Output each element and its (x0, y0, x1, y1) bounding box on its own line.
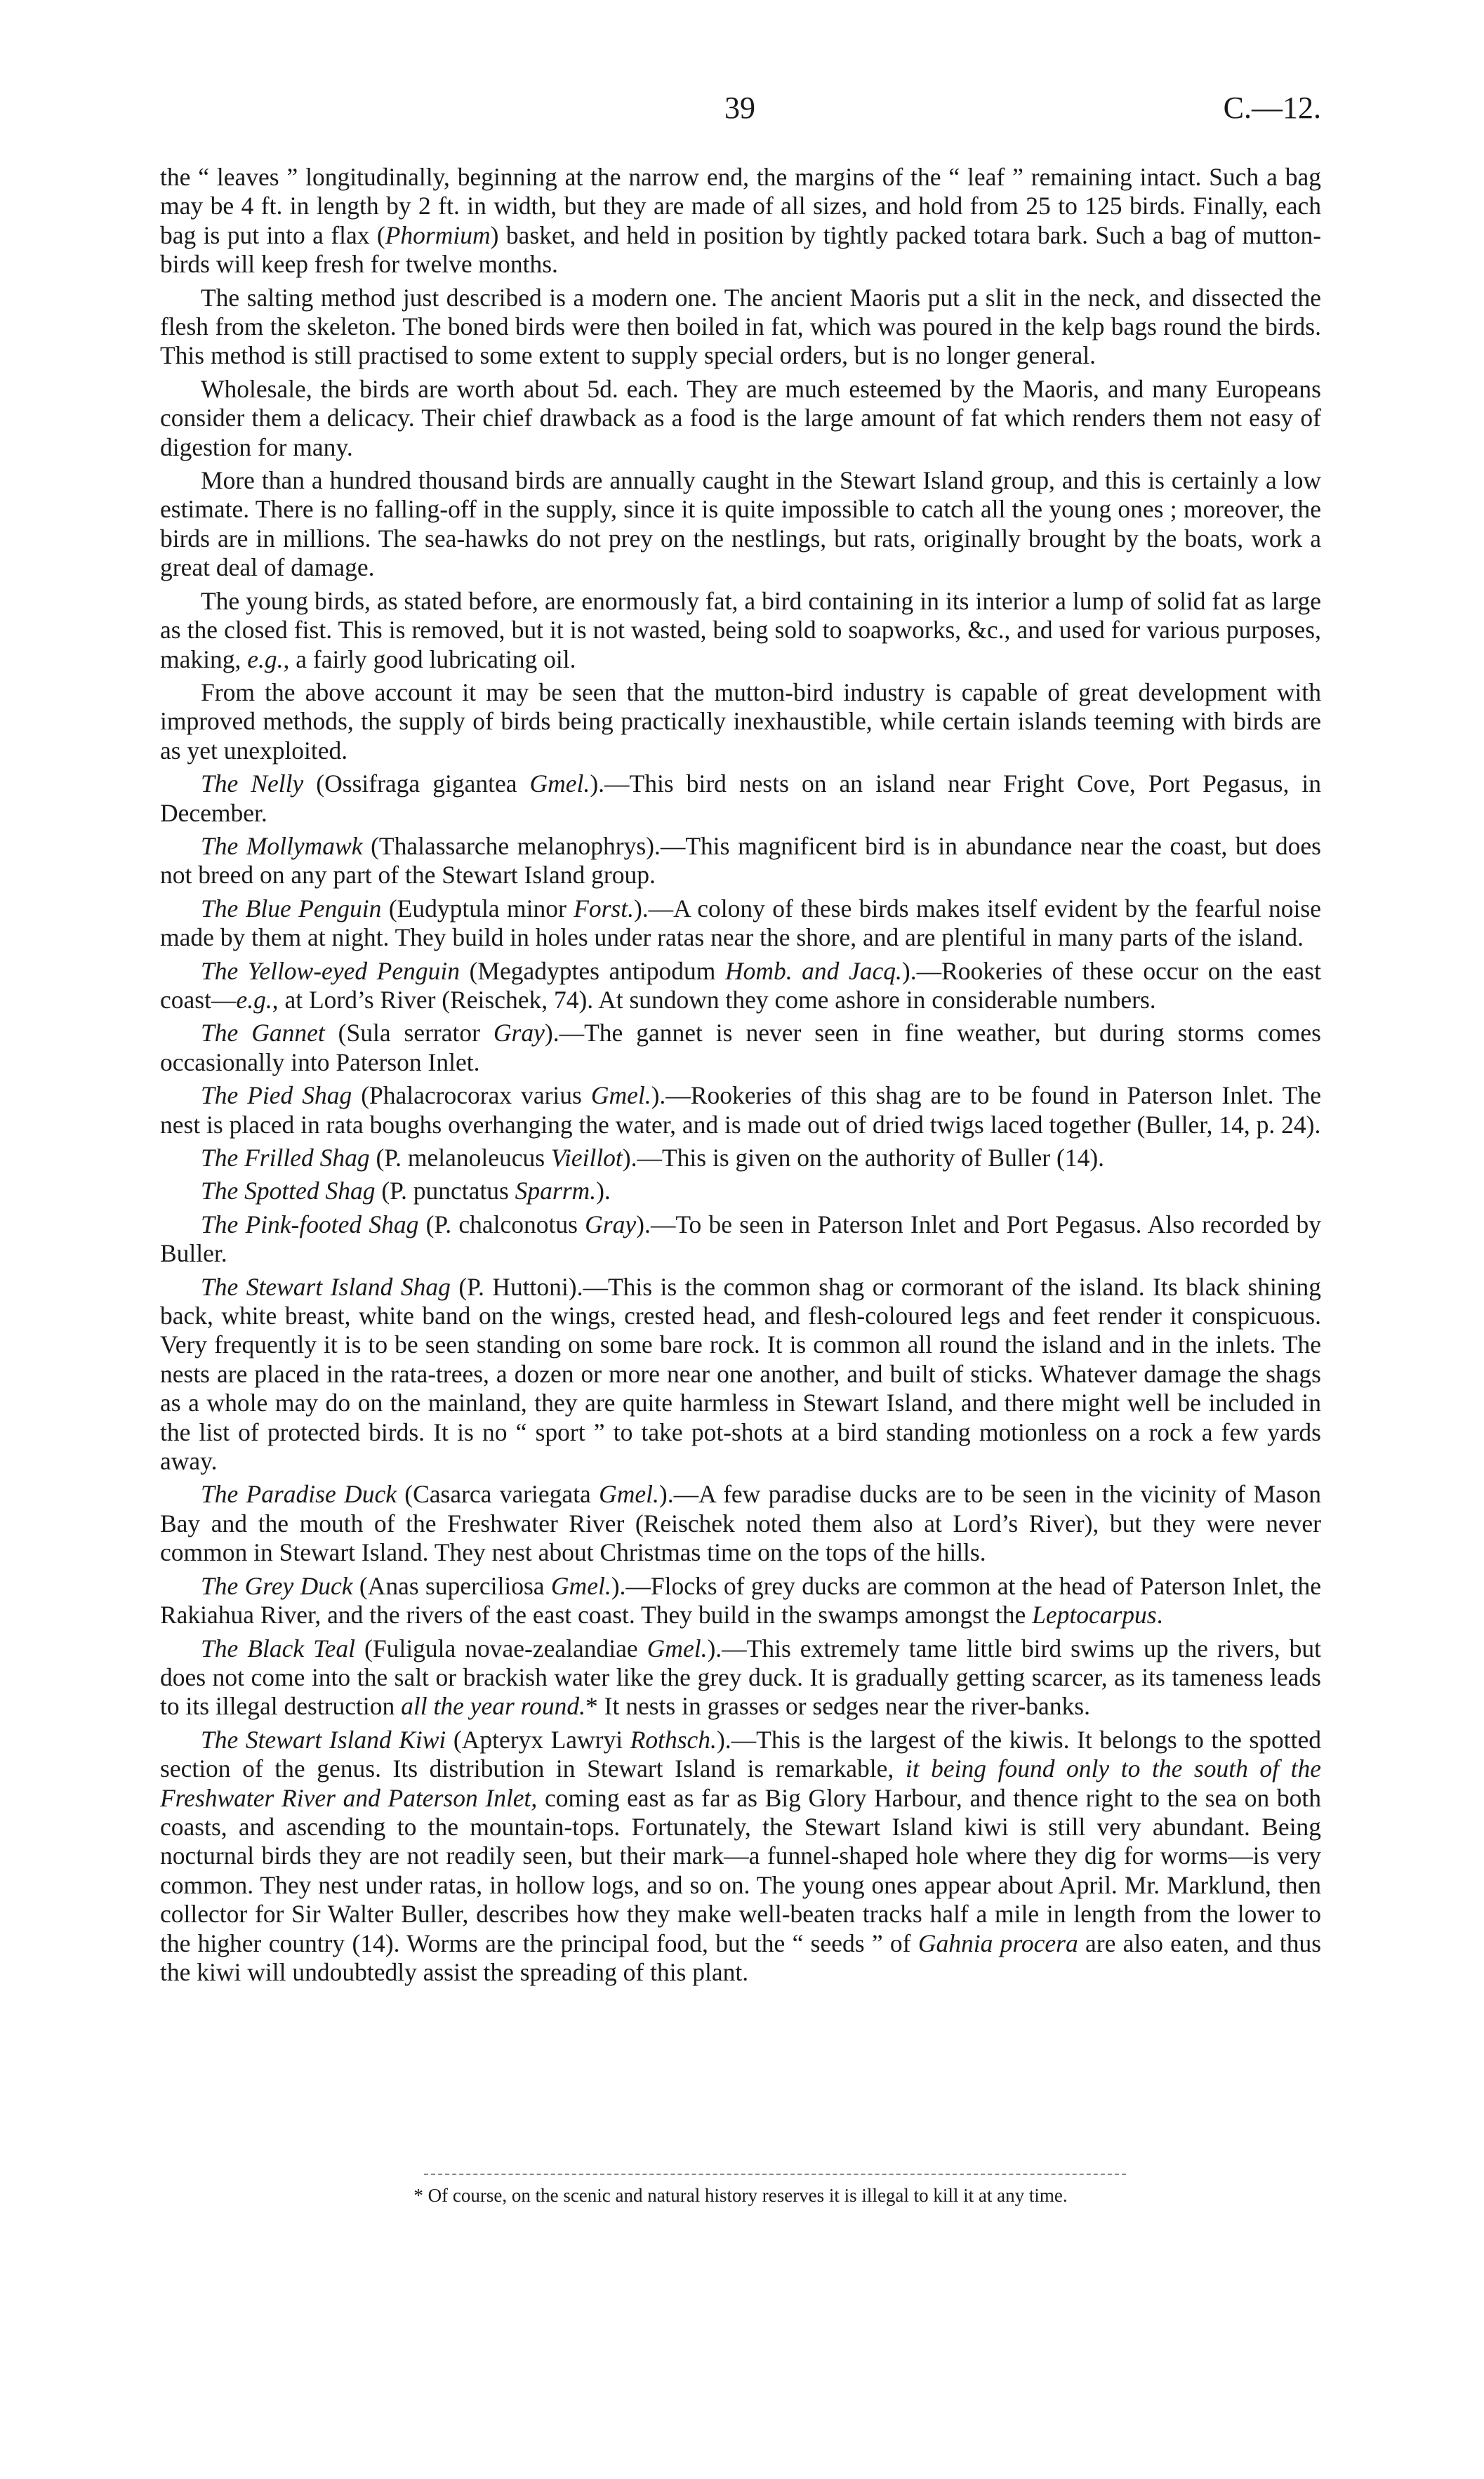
document-reference: C.—12. (1223, 91, 1321, 125)
text-run: More than a hundred thousand birds are annually caught in the Stewart Island group, and this is certainly a low estimate. There is no falling-off in the supply, since it is quite impossible to catch all the young ones ; moreover, the birds are in millions. The sea-hawks do not prey on the nestlings, but rats, originally brought by the boats, work a great deal of damage. (160, 466, 1321, 582)
text-run: (P. punctatus (375, 1177, 515, 1205)
text-run: . (1156, 1601, 1163, 1629)
paragraph (160, 1210, 1321, 1269)
italic-run: Gmel. (550, 1571, 611, 1600)
text-run: , at Lord’s River (Reischek, 74). At sundown they come ashore in considerable numbers. (272, 985, 1156, 1014)
italic-run: e.g. (236, 985, 272, 1014)
text-run: ).—The gannet is never seen in fine weather, but during storms comes occasionally into Paterson Inlet. (160, 1019, 1321, 1076)
paragraph (160, 466, 1321, 583)
italic-run: Forst. (574, 894, 634, 923)
italic-run: Homb. and Jacq. (724, 956, 902, 985)
italic-run: The Grey Duck (201, 1571, 353, 1600)
text-run: , a fairly good lubricating oil. (283, 644, 576, 673)
text-run: ).—A few paradise ducks are to be seen in the vicinity of Mason Bay and the mouth of the Freshwater River (Reischek noted them also at Lord’s River), but they were never common in Stewart Island. They nest about Christmas time on the tops of the hills. (160, 1480, 1321, 1567)
paragraph (160, 957, 1321, 1015)
text-run: ).—This is given on the authority of Buller (14). (622, 1144, 1105, 1172)
text-run: (Phalacrocorax varius (352, 1081, 591, 1110)
italic-run: The Pied Shag (201, 1081, 352, 1110)
paragraph (160, 375, 1321, 462)
paragraph (160, 1480, 1321, 1567)
body-text (160, 163, 1321, 1991)
paragraph (160, 832, 1321, 890)
text-run: * It nests in grasses or sedges near the river-banks. (585, 1692, 1090, 1721)
italic-run: The Pink-footed Shag (201, 1210, 419, 1238)
text-run: ).—This extremely tame little bird swims up the rivers, but does not come into the salt or brackish water like the grey duck. It is gradually getting scarcer, as its tameness leads to its illegal destruction (160, 1634, 1322, 1721)
italic-run: Vieillot (550, 1144, 623, 1172)
italic-run: Gmel. (599, 1480, 659, 1509)
text-run: (Apteryx Lawryi (446, 1725, 630, 1754)
text-run: (Fuligula novae-zealandiae (355, 1634, 647, 1662)
text-run: (Anas superciliosa (352, 1571, 551, 1600)
italic-run: e.g. (247, 644, 284, 673)
italic-run: The Nelly (201, 769, 304, 798)
text-run: ).—Rookeries of these occur on the east coast— (160, 956, 1321, 1014)
italic-run: The Yellow-eyed Penguin (201, 956, 460, 985)
italic-run: The Frilled Shag (201, 1144, 370, 1172)
italic-run: The Mollymawk (201, 831, 363, 860)
paragraph (160, 678, 1321, 765)
paragraph (160, 1572, 1321, 1630)
italic-run: Gmel. (590, 1081, 651, 1110)
text-run: ).—This is the largest of the kiwis. It belongs to the spotted section of the genus. Its distribution in Stewart Island is remarkable, (160, 1725, 1321, 1783)
page-header (159, 90, 1321, 132)
italic-run: Gahnia procera (917, 1929, 1078, 1957)
text-run: From the above account it may be seen that the mutton-bird industry is capable of great development with improved methods, the supply of birds being practically inexhaustible, while certain islands teeming with birds are as yet unexploited. (160, 677, 1321, 765)
italic-run: Gray (493, 1019, 545, 1047)
paragraph (160, 163, 1321, 279)
text-run: coming east as far as Big Glory Harbour, and thence right to the sea on both coasts, and ascending to the mountain-tops. Fortunately, the Stewart Island kiwi is still very abundant. Being nocturnal birds they are not readily seen, but their mark—a funnel-shaped hole where they dig for worms—is very common. They nest under ratas, in hollow logs, and so on. The young ones appear about April. Mr. Marklund, then collector for Sir Walter Buller, describes how they make well-beaten tracks half a mile in length from the lower to the higher country (14). Worms are the principal food, but the “ seeds ” of (160, 1783, 1322, 1957)
text-run: Wholesale, the birds are worth about 5d. each. They are much esteemed by the Maoris, and many Europeans consider them a delicacy. Their chief drawback as a food is the large amount of fat which renders them not easy of digestion for many. (160, 374, 1321, 461)
italic-run: The Paradise Duck (201, 1480, 397, 1509)
italic-run: The Black Teal (201, 1634, 356, 1662)
paragraph (160, 1726, 1321, 1988)
italic-run: The Gannet (201, 1019, 325, 1047)
italic-run: it being found only to the south of the Freshwater River and Paterson Inlet, (160, 1754, 1321, 1812)
paragraph (160, 1634, 1321, 1721)
italic-run: Rothsch. (630, 1725, 717, 1754)
text-run: (P. chalconotus (418, 1210, 585, 1238)
text-run: (Megadyptes antipodum (459, 956, 725, 985)
footnote: * Of course, on the scenic and natural history reserves it is illegal to kill it at any time. (413, 2185, 1068, 2206)
italic-run: Phormium (385, 220, 491, 249)
text-run: ).—To be seen in Paterson Inlet and Port Pegasus. Also recorded by Buller. (160, 1210, 1321, 1268)
text-run: ).—A colony of these birds makes itself evident by the fearful noise made by them at night. They build in holes under ratas near the shore, and are plentiful in many parts of the island. (160, 894, 1321, 952)
paragraph (160, 587, 1321, 674)
text-run: (P. melanoleucus (369, 1144, 551, 1172)
italic-run: all the year round. (401, 1692, 586, 1721)
italic-run: The Stewart Island Shag (201, 1272, 451, 1301)
italic-run: The Blue Penguin (201, 894, 382, 923)
text-run: are also eaten, and thus the kiwi will undoubtedly assist the spreading of this plant. (160, 1929, 1322, 1986)
paragraph (160, 1177, 1321, 1205)
text-run: (Casarca variegata (396, 1480, 599, 1509)
italic-run: Leptocarpus (1032, 1601, 1157, 1629)
text-run: ).—Flocks of grey ducks are common at the head of Paterson Inlet, the Rakiahua River, and the rivers of the east coast. They build in the swamps amongst the (160, 1571, 1321, 1629)
paragraph (160, 1019, 1321, 1077)
paragraph (160, 284, 1321, 371)
paragraph (160, 1273, 1321, 1476)
italic-run: Gmel. (529, 769, 590, 798)
text-run: The salting method just described is a modern one. The ancient Maoris put a slit in the neck, and dissected the flesh from the skeleton. The boned birds were then boiled in fat, which was poured in the kelp bags round the birds. This method is still practised to some extent to supply special orders, but is no longer general. (160, 283, 1321, 370)
italic-run: Gray (585, 1210, 637, 1238)
paragraph (160, 1144, 1321, 1172)
text-run: ) basket, and held in position by tightly packed totara bark. Such a bag of mutton-birds will keep fresh for twelve months. (160, 220, 1322, 279)
text-run: (Thalassarche melanophrys).—This magnificent bird is in abundance near the coast, but does not breed on any part of the Stewart Island group. (160, 831, 1321, 890)
italic-run: Sparrm. (515, 1177, 597, 1205)
text-run: the “ leaves ” longitudinally, beginning at the narrow end, the margins of the “ leaf ” remaining intact. Such a bag may be 4 ft. in length by 2 ft. in width, but they are made of all sizes, and hold from 25 to 125 birds. Finally, each bag is put into a flax ( (160, 163, 1321, 249)
page-number: 39 (724, 91, 755, 125)
text-run: ).—This bird nests on an island near Fright Cove, Port Pegasus, in December. (160, 769, 1322, 827)
italic-run: The Spotted Shag (201, 1177, 376, 1205)
italic-run: The Stewart Island Kiwi (201, 1725, 446, 1754)
text-run: ).—Rookeries of this shag are to be found in Paterson Inlet. The nest is placed in rata boughs overhanging the water, and is made out of dried twigs laced together (Buller, 14, p. 24). (160, 1081, 1322, 1139)
text-run: (Ossifraga gigantea (303, 769, 530, 798)
paragraph (160, 1081, 1321, 1139)
text-run: (Eudyptula minor (381, 894, 574, 923)
text-run: The young birds, as stated before, are enormously fat, a bird containing in its interior a lump of solid fat as large as the closed fist. This is removed, but it is not wasted, being sold to soapworks, &c., and used for various purposes, making, (160, 586, 1321, 673)
text-run: ). (596, 1177, 611, 1205)
footnote-separator (424, 2174, 1126, 2175)
paragraph (160, 894, 1321, 953)
text-run: (Sula serrator (324, 1019, 493, 1047)
text-run: (P. Huttoni).—This is the common shag or cormorant of the island. Its black shining back, white breast, white band on the wings, crested head, and flesh-coloured legs and feet render it conspicuous. Very frequently it is to be seen standing on some bare rock. It is common all round the island and in the inlets. The nests are placed in the rata-trees, a dozen or more near one another, and built of sticks. Whatever damage the shags as a whole may do on the mainland, they are quite harmless in Stewart Island, and there might well be included in the list of protected birds. It is no “ sport ” to take pot-shots at a bird standing motionless on a rock a few yards away. (160, 1272, 1321, 1476)
paragraph (160, 769, 1321, 828)
italic-run: Gmel. (647, 1634, 708, 1662)
